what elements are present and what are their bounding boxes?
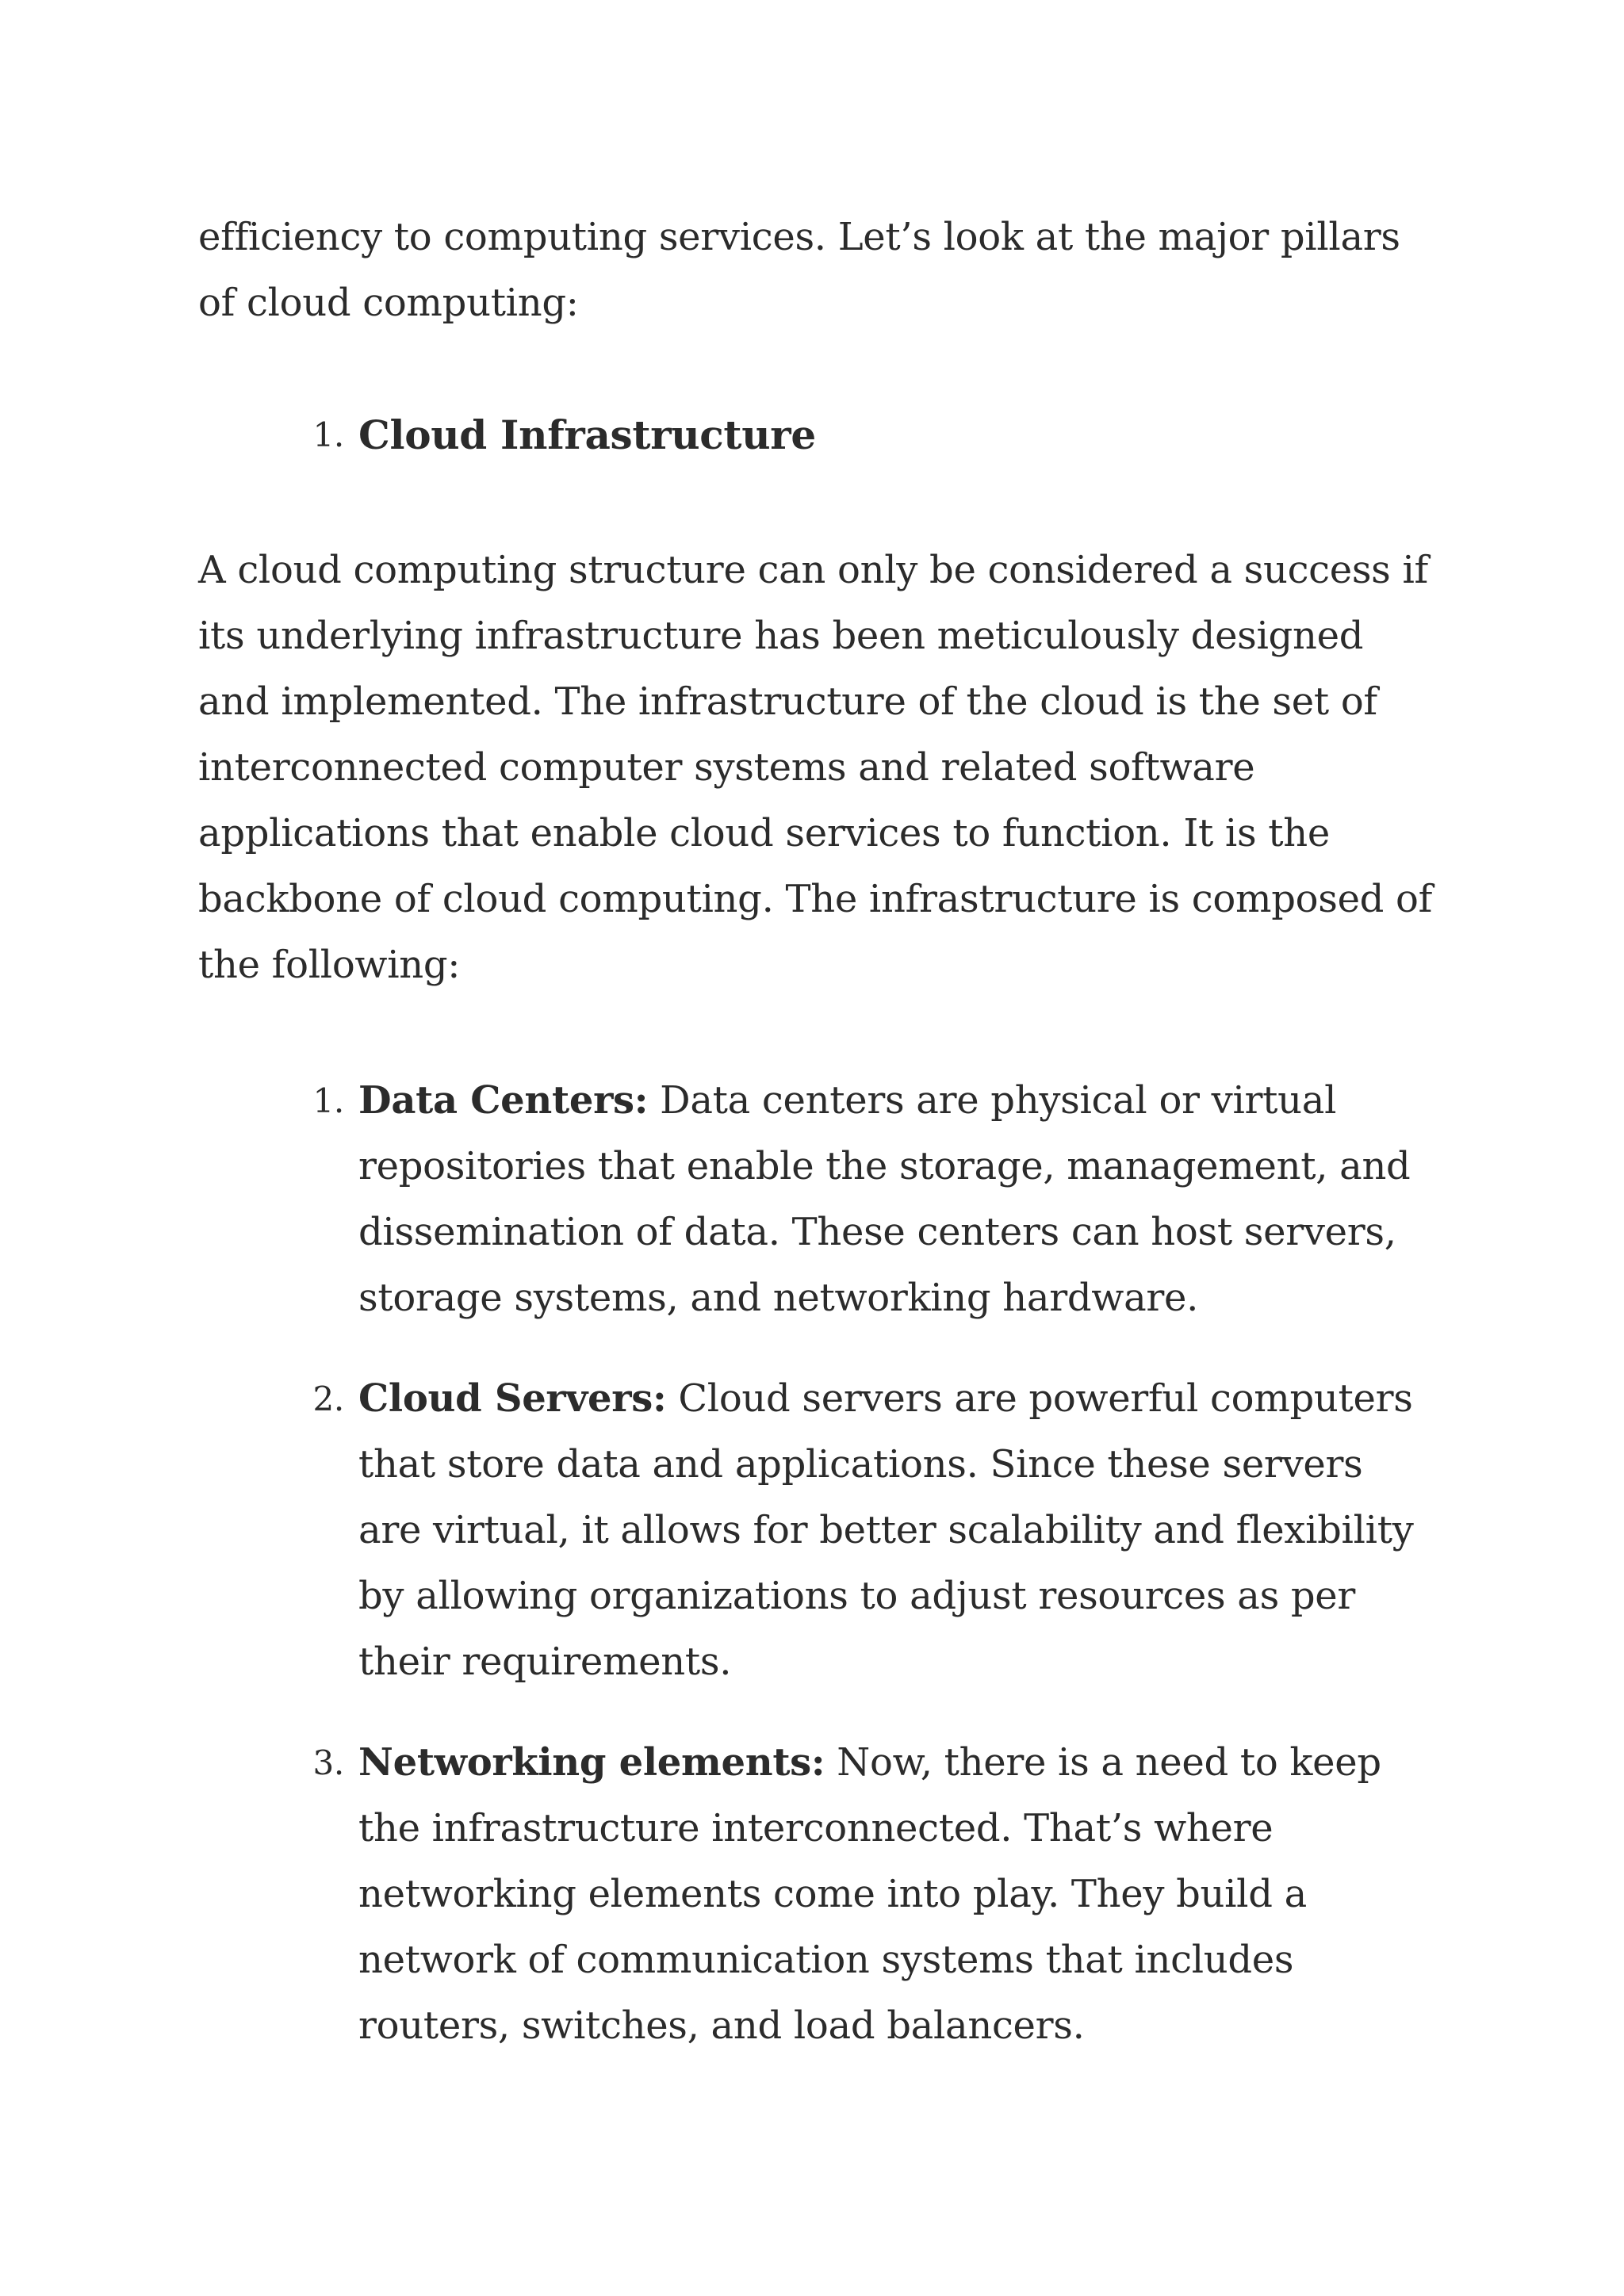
list-item-term: Networking elements: [358, 1740, 825, 1785]
list-item-cloud-servers [198, 1366, 1435, 1695]
infrastructure-components-list [198, 1068, 1435, 2059]
section-heading-list [198, 402, 1435, 468]
intro-paragraph: efficiency to computing services. Let’s look at the major pillars of cloud computing: [198, 215, 1400, 325]
list-item-networking-elements [198, 1730, 1435, 2059]
list-item-data-centers [198, 1068, 1435, 1331]
list-item-description: Data centers are physical or virtual repositories that enable the storage, management, and dissemination of data. These centers can host servers, storage systems, and networking hardware. [358, 1078, 1411, 1320]
infrastructure-paragraph: A cloud computing structure can only be considered a success if its underlying infrastructure has been meticulously designed and implemented. The infrastructure of the cloud is the set of interconnected computer systems and related software applications that enable cloud services to function. It is the backbone of cloud computing. The infrastructure is composed of the following: [198, 548, 1433, 987]
list-item-number: 2. [312, 1380, 344, 1418]
list-item-number: 3. [312, 1743, 344, 1782]
section-heading [198, 402, 1435, 468]
list-item-body [358, 1366, 1435, 1695]
list-item-description: Now, there is a need to keep the infrastructure interconnected. That’s where networking elements come into play. They build a network of communication systems that includes routers, switches, and load balancers. [358, 1740, 1381, 2048]
section-title: Cloud Infrastructure [358, 411, 816, 458]
document-page [198, 205, 1435, 2059]
list-item-number: 1. [312, 1081, 344, 1120]
list-item-term: Cloud Servers: [358, 1376, 667, 1421]
list-item-term: Data Centers: [358, 1078, 649, 1123]
list-item-body [358, 1068, 1435, 1331]
list-item-description: Cloud servers are powerful computers that store data and applications. Since these servers are virtual, it allows for better scalability and flexibility by allowing organizations to adjust resources as per their requirements. [358, 1376, 1414, 1684]
section-number: 1. [312, 415, 344, 454]
list-item-body [358, 1730, 1435, 2059]
